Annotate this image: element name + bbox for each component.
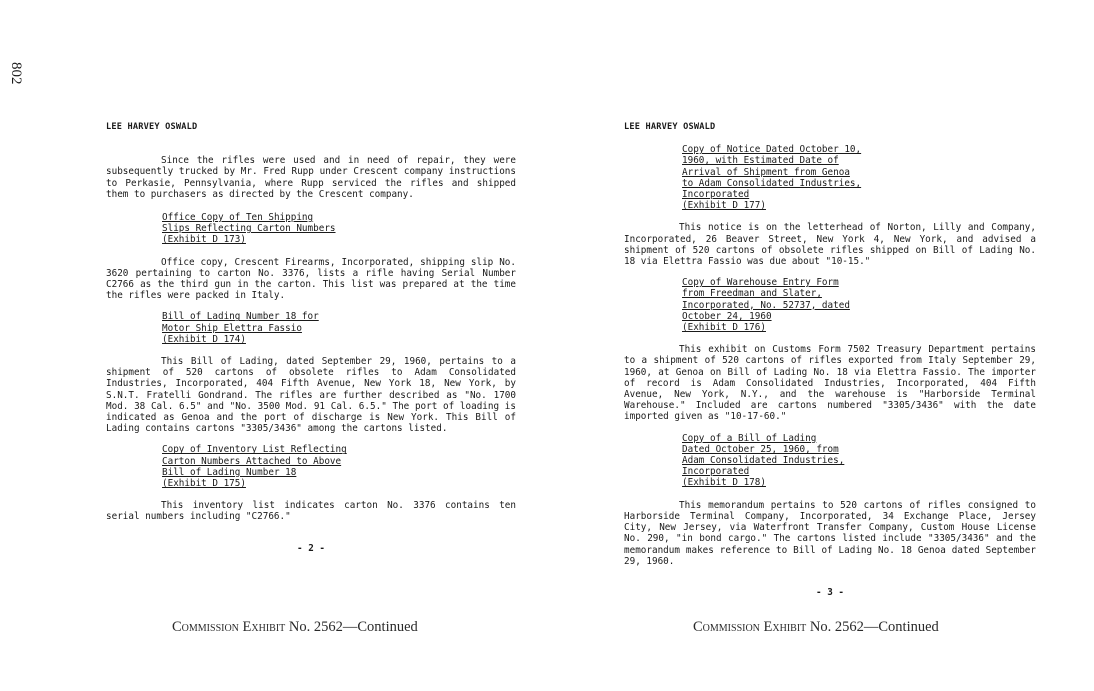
left-caption (172, 619, 418, 636)
exhibit-ref-line: Carton Numbers Attached to Above (162, 455, 342, 467)
exhibit-ref-d173 (162, 212, 516, 246)
left-paragraph-4: This inventory list indicates carton No. 3376 contains ten serial numbers including "C2766." (106, 500, 516, 523)
exhibit-ref-line: Bill of Lading Number 18 for (162, 311, 319, 323)
exhibit-ref-d174 (162, 311, 516, 345)
exhibit-ref-line: Copy of a Bill of Lading (682, 432, 817, 444)
right-page-num: - 3 - (816, 586, 844, 598)
left-page (106, 122, 516, 554)
exhibit-ref-line: Incorporated (682, 466, 750, 478)
exhibit-ref-line: (Exhibit D 178) (682, 477, 766, 489)
right-paragraph-3: This memorandum pertains to 520 cartons of rifles consigned to Harborside Terminal Company, Incorporated, 34 Exchange Place, Jersey City, New Jersey, via Waterfront Transfer Company, Custom House License No. 290, "in bond cargo." The cartons listed include "3305/3436" and the memorandum makes reference to Bill of Lading No. 18 Genoa dated September 29, 1960. (624, 499, 1036, 567)
exhibit-ref-line: from Freedman and Slater, (682, 288, 822, 300)
exhibit-ref-line: Adam Consolidated Industries, (682, 455, 845, 467)
exhibit-ref-line: Office Copy of Ten Shipping (162, 212, 314, 224)
exhibit-ref-line: Incorporated (682, 189, 750, 201)
exhibit-ref-line: Motor Ship Elettra Fassio (162, 322, 302, 334)
exhibit-ref-line: (Exhibit D 174) (162, 333, 246, 345)
left-page-header: LEE HARVEY OSWALD (106, 122, 198, 132)
right-caption (693, 619, 939, 636)
exhibit-ref-line: Incorporated, No. 52737, dated (682, 299, 850, 311)
exhibit-ref-line: October 24, 1960 (682, 310, 772, 322)
page-number: 802 (8, 62, 24, 85)
exhibit-ref-line: (Exhibit D 177) (682, 200, 766, 212)
right-page-header: LEE HARVEY OSWALD (624, 122, 716, 132)
left-paragraph-1: Since the rifles were used and in need of repair, they were subsequently trucked by Mr. Fred Rupp under Crescent company instructions to Perkasie, Pennsylvania, where Rupp serviced the rifles and shipped them to purchasers as directed by the Crescent company. (106, 155, 516, 200)
exhibit-ref-d178 (682, 433, 1036, 489)
exhibit-ref-line: Copy of Warehouse Entry Form (682, 277, 839, 289)
exhibit-ref-d176 (682, 277, 1036, 333)
left-page-num: - 2 - (297, 542, 325, 554)
exhibit-ref-line: (Exhibit D 173) (162, 234, 246, 246)
right-paragraph-2: This exhibit on Customs Form 7502 Treasury Department pertains to a shipment of 520 cartons of rifles exported from Italy September 29, 1960, at Genoa on Bill of Lading No. 18 via Elettra Fassio. The importer of record is Adam Consolidated Industries, Incorporated, 404 Fifth Avenue, New York, N.Y., and the warehouse is "Harborside Terminal Warehouse." Included are cartons numbered "3305/3436" with the date imported given as "10-17-60." (624, 344, 1036, 423)
exhibit-ref-line: Slips Reflecting Carton Numbers (162, 223, 336, 235)
left-paragraph-2: Office copy, Crescent Firearms, Incorporated, shipping slip No. 3620 pertaining to carton No. 3376, lists a rifle having Serial Number C2766 as the third gun in the carton. This list was prepared at the time the rifles were packed in Italy. (106, 256, 516, 302)
exhibit-ref-d175 (162, 444, 516, 489)
exhibit-ref-line: Bill of Lading Number 18 (162, 466, 297, 478)
right-page (624, 122, 1036, 598)
exhibit-ref-line: Copy of Inventory List Reflecting (162, 444, 347, 456)
left-caption-prefix: Commission Exhibit (172, 619, 286, 635)
right-caption-suffix: No. 2562—Continued (809, 619, 939, 635)
exhibit-ref-line: Copy of Notice Dated October 10, (682, 144, 862, 156)
exhibit-ref-d177 (682, 144, 1036, 211)
left-paragraph-3: This Bill of Lading, dated September 29, 1960, pertains to a shipment of 520 cartons of obsolete rifles to Adam Consolidated Industries, Incorporated, 404 Fifth Avenue, New York 18, New York, by S.N.T. Fratelli Gondrand. The rifles are further described as "No. 1700 Mod. 38 Cal. 6.5" and "No. 3500 Mod. 91 Cal. 6.5." The port of loading is indicated as Genoa and the port of discharge is New York. This Bill of Lading contains cartons "3305/3436" among the cartons listed. (106, 356, 516, 435)
exhibit-ref-line: Arrival of Shipment from Genoa (682, 166, 850, 178)
right-paragraph-1: This notice is on the letterhead of Norton, Lilly and Company, Incorporated, 26 Beaver Street, New York 4, New York, and advised a shipment of 520 cartons of obsolete rifles shipped on Bill of Lading No. 18 via Elettra Fassio was due about "10-15." (624, 222, 1036, 268)
exhibit-ref-line: to Adam Consolidated Industries, (682, 177, 862, 189)
exhibit-ref-line: (Exhibit D 175) (162, 478, 246, 490)
exhibit-ref-line: 1960, with Estimated Date of (682, 155, 839, 167)
exhibit-ref-line: (Exhibit D 176) (682, 322, 766, 334)
right-caption-prefix: Commission Exhibit (693, 619, 807, 635)
exhibit-ref-line: Dated October 25, 1960, from (682, 443, 839, 455)
left-caption-suffix: No. 2562—Continued (288, 619, 418, 635)
